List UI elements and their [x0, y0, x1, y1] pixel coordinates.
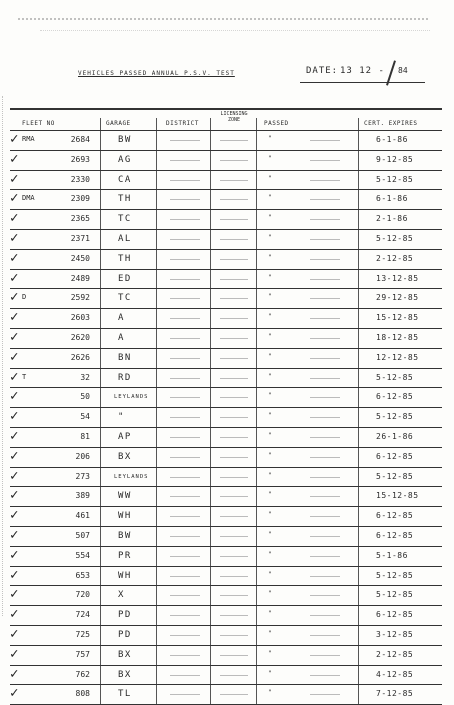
left-margin-line: [2, 96, 9, 616]
check-mark-icon: ✓: [10, 428, 19, 444]
fleet-number: 2693: [70, 154, 90, 164]
table-row: [10, 546, 442, 566]
cert-expiry: 9-12-85: [376, 154, 414, 164]
check-mark-icon: ✓: [10, 170, 19, 187]
fleet-number: 757: [75, 649, 90, 659]
check-mark-icon: ✓: [10, 388, 19, 405]
passed-mark: ": [268, 135, 272, 142]
blank-dash: [310, 160, 340, 161]
blank-dash: [170, 536, 200, 537]
blank-dash: [220, 239, 248, 240]
cert-expiry: 6-12-85: [376, 610, 414, 620]
passed-mark: ": [268, 689, 272, 697]
cert-expiry: 6-1-86: [376, 194, 408, 204]
fleet-number: 206: [75, 451, 90, 461]
check-mark-icon: ✓: [10, 230, 19, 246]
check-mark-icon: ✓: [10, 507, 19, 524]
passed-mark: ": [268, 234, 272, 241]
blank-dash: [310, 140, 340, 141]
table-row: [10, 467, 442, 487]
col-header-passed: PASSED: [264, 120, 289, 127]
cert-expiry: 6-12-85: [376, 531, 414, 540]
garage-code: PD: [118, 630, 132, 640]
cert-expiry: 7-12-85: [376, 689, 414, 699]
blank-dash: [220, 694, 248, 695]
table-row: [10, 585, 442, 605]
col-header-garage: GARAGE: [106, 120, 131, 127]
garage-code: TH: [118, 194, 132, 205]
col-header-district: DISTRICT: [166, 120, 199, 127]
blank-dash: [170, 318, 200, 319]
check-mark-icon: ✓: [10, 606, 19, 623]
table-row: [10, 625, 442, 645]
check-mark-icon: ✓: [10, 487, 19, 504]
blank-dash: [170, 279, 200, 280]
cert-expiry: 29-12-85: [376, 293, 419, 303]
blank-dash: [170, 437, 200, 438]
cert-expiry: 3-12-85: [376, 630, 414, 639]
blank-dash: [310, 338, 340, 339]
blank-dash: [310, 437, 340, 438]
blank-dash: [170, 397, 200, 398]
table-row: [10, 605, 442, 625]
cert-expiry: 5-12-85: [376, 234, 414, 243]
blank-dash: [170, 615, 200, 616]
garage-code: RD: [118, 372, 132, 383]
blank-dash: [220, 199, 248, 200]
cert-expiry: 5-12-85: [376, 570, 414, 580]
blank-dash: [170, 556, 200, 557]
blank-dash: [220, 635, 248, 636]
blank-dash: [170, 259, 200, 260]
blank-dash: [310, 318, 340, 319]
blank-dash: [310, 635, 340, 636]
fleet-number: 2371: [70, 234, 90, 243]
check-mark-icon: ✓: [10, 546, 19, 563]
cert-expiry: 15-12-85: [376, 313, 419, 323]
passed-mark: ": [268, 194, 272, 202]
check-mark-icon: ✓: [10, 210, 19, 227]
garage-code: WH: [118, 570, 132, 581]
garage-code: TC: [118, 293, 132, 304]
cert-expiry: 6-12-85: [376, 451, 414, 461]
garage-code: WW: [118, 491, 132, 502]
table-row: [10, 209, 442, 229]
date-label: DATE:: [306, 66, 339, 76]
fleet-number: 725: [75, 630, 90, 639]
blank-dash: [220, 615, 248, 616]
blank-dash: [310, 279, 340, 280]
cert-expiry: 6-1-86: [376, 135, 408, 144]
garage-code: X: [118, 590, 125, 601]
garage-code: TC: [118, 214, 132, 225]
blank-dash: [220, 338, 248, 339]
document-title: VEHICLES PASSED ANNUAL P.S.V. TEST: [78, 70, 235, 77]
passed-mark: ": [268, 491, 272, 499]
col-header-cert: CERT. EXPIRES: [364, 120, 418, 127]
garage-code: ": [118, 412, 125, 423]
blank-dash: [220, 160, 248, 161]
table-top-rule: [10, 108, 442, 110]
fleet-number: 32: [80, 372, 90, 382]
check-mark-icon: ✓: [10, 289, 19, 306]
garage-code: AL: [118, 234, 132, 244]
table-row: [10, 665, 442, 685]
table-row: [10, 130, 442, 150]
fleet-number: 2330: [70, 174, 90, 184]
check-mark-icon: ✓: [10, 566, 19, 583]
passed-mark: ": [268, 511, 272, 519]
blank-dash: [170, 675, 200, 676]
date-value: 13 12 -: [340, 66, 385, 76]
passed-mark: ": [268, 550, 272, 558]
blank-dash: [310, 655, 340, 656]
cert-expiry: 2-12-85: [376, 253, 414, 263]
passed-mark: ": [268, 610, 272, 618]
blank-dash: [170, 516, 200, 517]
cert-expiry: 26-1-86: [376, 432, 414, 441]
blank-dash: [310, 576, 340, 577]
garage-code: AG: [118, 154, 132, 165]
passed-mark: ": [268, 531, 272, 538]
blank-dash: [220, 318, 248, 319]
blank-dash: [220, 477, 248, 478]
garage-code: LEYLANDS: [114, 473, 149, 480]
passed-mark: ": [268, 253, 272, 261]
table-row: [10, 288, 442, 308]
blank-dash: [310, 457, 340, 458]
passed-mark: ": [268, 214, 272, 222]
blank-dash: [310, 259, 340, 260]
blank-dash: [170, 378, 200, 379]
fleet-number: 2592: [70, 293, 90, 303]
table-row: [10, 348, 442, 368]
blank-dash: [220, 457, 248, 458]
blank-dash: [310, 556, 340, 557]
passed-mark: ": [268, 630, 272, 637]
cert-expiry: 5-12-85: [376, 471, 414, 481]
cert-expiry: 13-12-85: [376, 273, 419, 283]
fleet-number: 389: [75, 491, 90, 501]
passed-mark: ": [268, 392, 272, 400]
table-row: [10, 684, 442, 704]
blank-dash: [310, 199, 340, 200]
table-row: [10, 387, 442, 407]
garage-code: PD: [118, 610, 132, 621]
check-mark-icon: ✓: [10, 309, 19, 326]
blank-dash: [310, 358, 340, 359]
table-row: [10, 249, 442, 269]
garage-code: BW: [118, 531, 132, 541]
table-row: [10, 407, 442, 427]
cert-expiry: 5-12-85: [376, 412, 414, 422]
blank-dash: [310, 180, 340, 181]
blank-dash: [220, 358, 248, 359]
passed-mark: ": [268, 451, 272, 459]
garage-code: A: [118, 313, 125, 324]
fleet-number: 2626: [70, 352, 90, 362]
passed-mark: ": [268, 154, 272, 162]
check-mark-icon: ✓: [10, 527, 19, 543]
date-underline: [300, 82, 425, 83]
fleet-number: 2684: [70, 135, 90, 144]
check-mark-icon: ✓: [10, 467, 19, 484]
blank-dash: [310, 536, 340, 537]
passed-mark: ": [268, 432, 272, 439]
fleet-number: 2309: [70, 194, 90, 204]
passed-mark: ": [268, 313, 272, 321]
table-row: [10, 486, 442, 506]
garage-code: BX: [118, 669, 132, 680]
blank-dash: [220, 576, 248, 577]
blank-dash: [310, 397, 340, 398]
garage-code: ED: [118, 273, 132, 284]
check-mark-icon: ✓: [10, 329, 19, 345]
fleet-number: 554: [75, 550, 90, 560]
fleet-number: 762: [75, 669, 90, 679]
blank-dash: [220, 180, 248, 181]
blank-dash: [170, 477, 200, 478]
passed-mark: ": [268, 273, 272, 281]
blank-dash: [170, 298, 200, 299]
blank-dash: [220, 417, 248, 418]
blank-dash: [220, 140, 248, 141]
blank-dash: [220, 655, 248, 656]
table-row: [10, 526, 442, 546]
fleet-number: 273: [75, 471, 90, 481]
check-mark-icon: ✓: [10, 131, 19, 147]
passed-mark: ": [268, 412, 272, 420]
cert-expiry: 15-12-85: [376, 491, 419, 501]
passed-mark: ": [268, 174, 272, 182]
blank-dash: [170, 595, 200, 596]
garage-code: PR: [118, 550, 132, 561]
blank-dash: [310, 417, 340, 418]
date-year: 84: [398, 66, 408, 75]
garage-code: TL: [118, 689, 132, 700]
cert-expiry: 5-1-86: [376, 550, 408, 560]
blank-dash: [310, 516, 340, 517]
garage-code: WH: [118, 511, 132, 522]
table-row: [10, 566, 442, 586]
cert-expiry: 5-12-85: [376, 174, 414, 184]
blank-dash: [170, 338, 200, 339]
blank-dash: [220, 536, 248, 537]
fleet-prefix: RMA: [22, 135, 35, 143]
blank-dash: [220, 516, 248, 517]
check-mark-icon: ✓: [10, 368, 19, 385]
fleet-number: 808: [75, 689, 90, 699]
blank-dash: [310, 675, 340, 676]
table-row: [10, 328, 442, 348]
fleet-number: 2489: [70, 273, 90, 283]
blank-dash: [170, 694, 200, 695]
passed-mark: ": [268, 293, 272, 301]
blank-dash: [170, 219, 200, 220]
blank-dash: [170, 576, 200, 577]
table-row: [10, 189, 442, 209]
blank-dash: [220, 496, 248, 497]
blank-dash: [220, 556, 248, 557]
cert-expiry: 6-12-85: [376, 511, 414, 521]
table-row: [10, 150, 442, 170]
fleet-prefix: T: [22, 372, 27, 381]
check-mark-icon: ✓: [10, 249, 19, 266]
vehicle-table: [10, 108, 442, 702]
passed-mark: ": [268, 649, 272, 657]
passed-mark: ": [268, 570, 272, 578]
col-header-licensing: LICENSING ZONE: [220, 111, 248, 123]
blank-dash: [310, 298, 340, 299]
blank-dash: [310, 239, 340, 240]
passed-mark: ": [268, 669, 272, 677]
faint-header-line-2: [40, 30, 430, 35]
passed-mark: ": [268, 471, 272, 479]
table-row: [10, 229, 442, 249]
passed-mark: ": [268, 333, 272, 340]
table-row: [10, 308, 442, 328]
blank-dash: [220, 279, 248, 280]
blank-dash: [170, 160, 200, 161]
blank-dash: [170, 417, 200, 418]
check-mark-icon: ✓: [10, 626, 19, 642]
cert-expiry: 4-12-85: [376, 669, 414, 679]
garage-code: LEYLANDS: [114, 394, 149, 401]
cert-expiry: 18-12-85: [376, 333, 419, 342]
fleet-number: 2450: [70, 253, 90, 263]
blank-dash: [170, 199, 200, 200]
col-header-fleet: FLEET NO: [22, 120, 55, 127]
table-row: [10, 368, 442, 388]
blank-dash: [220, 378, 248, 379]
passed-mark: ": [268, 352, 272, 360]
blank-dash: [220, 595, 248, 596]
garage-code: BX: [118, 451, 132, 462]
table-row: [10, 170, 442, 190]
fleet-prefix: D: [22, 293, 27, 302]
blank-dash: [220, 219, 248, 220]
fleet-number: 653: [75, 570, 90, 580]
garage-code: BN: [118, 352, 132, 363]
fleet-prefix: DMA: [22, 194, 35, 203]
check-mark-icon: ✓: [10, 665, 19, 682]
fleet-number: 2620: [70, 333, 90, 342]
fleet-number: 724: [75, 610, 90, 620]
faint-header-line: [18, 18, 428, 26]
fleet-number: 720: [75, 590, 90, 600]
table-row: [10, 506, 442, 526]
passed-mark: ": [268, 372, 272, 380]
fleet-number: 461: [75, 511, 90, 521]
table-row: [10, 645, 442, 665]
blank-dash: [170, 655, 200, 656]
check-mark-icon: ✓: [10, 269, 19, 286]
check-mark-icon: ✓: [10, 408, 19, 425]
blank-dash: [310, 219, 340, 220]
check-mark-icon: ✓: [10, 190, 19, 207]
blank-dash: [170, 635, 200, 636]
blank-dash: [310, 595, 340, 596]
table-row: [10, 447, 442, 467]
garage-code: TH: [118, 253, 132, 264]
blank-dash: [170, 140, 200, 141]
garage-code: A: [118, 333, 125, 343]
cert-expiry: 5-12-85: [376, 590, 414, 600]
check-mark-icon: ✓: [10, 586, 19, 603]
garage-code: BX: [118, 649, 132, 660]
blank-dash: [310, 496, 340, 497]
blank-dash: [220, 259, 248, 260]
cert-expiry: 6-12-85: [376, 392, 414, 402]
cert-expiry: 2-12-85: [376, 649, 414, 659]
document-header: [60, 64, 440, 84]
cert-expiry: 2-1-86: [376, 214, 408, 224]
fleet-number: 507: [75, 531, 90, 540]
garage-code: CA: [118, 174, 132, 185]
cert-expiry: 5-12-85: [376, 372, 414, 382]
check-mark-icon: ✓: [10, 447, 19, 464]
blank-dash: [170, 358, 200, 359]
blank-dash: [220, 298, 248, 299]
blank-dash: [170, 239, 200, 240]
fleet-number: 81: [80, 432, 90, 441]
table-row: [10, 427, 442, 447]
blank-dash: [310, 477, 340, 478]
passed-mark: ": [268, 590, 272, 598]
garage-code: BW: [118, 135, 132, 145]
blank-dash: [310, 615, 340, 616]
fleet-number: 2603: [70, 313, 90, 323]
blank-dash: [310, 378, 340, 379]
fleet-number: 50: [80, 392, 90, 402]
blank-dash: [310, 694, 340, 695]
check-mark-icon: ✓: [10, 150, 19, 167]
check-mark-icon: ✓: [10, 348, 19, 365]
table-row: [10, 269, 442, 289]
blank-dash: [170, 496, 200, 497]
fleet-number: 2365: [70, 214, 90, 224]
garage-code: AP: [118, 432, 132, 442]
fleet-number: 54: [80, 412, 90, 422]
blank-dash: [220, 437, 248, 438]
check-mark-icon: ✓: [10, 645, 19, 662]
check-mark-icon: ✓: [10, 685, 19, 702]
blank-dash: [170, 457, 200, 458]
cert-expiry: 12-12-85: [376, 352, 419, 362]
blank-dash: [220, 397, 248, 398]
blank-dash: [220, 675, 248, 676]
blank-dash: [170, 180, 200, 181]
